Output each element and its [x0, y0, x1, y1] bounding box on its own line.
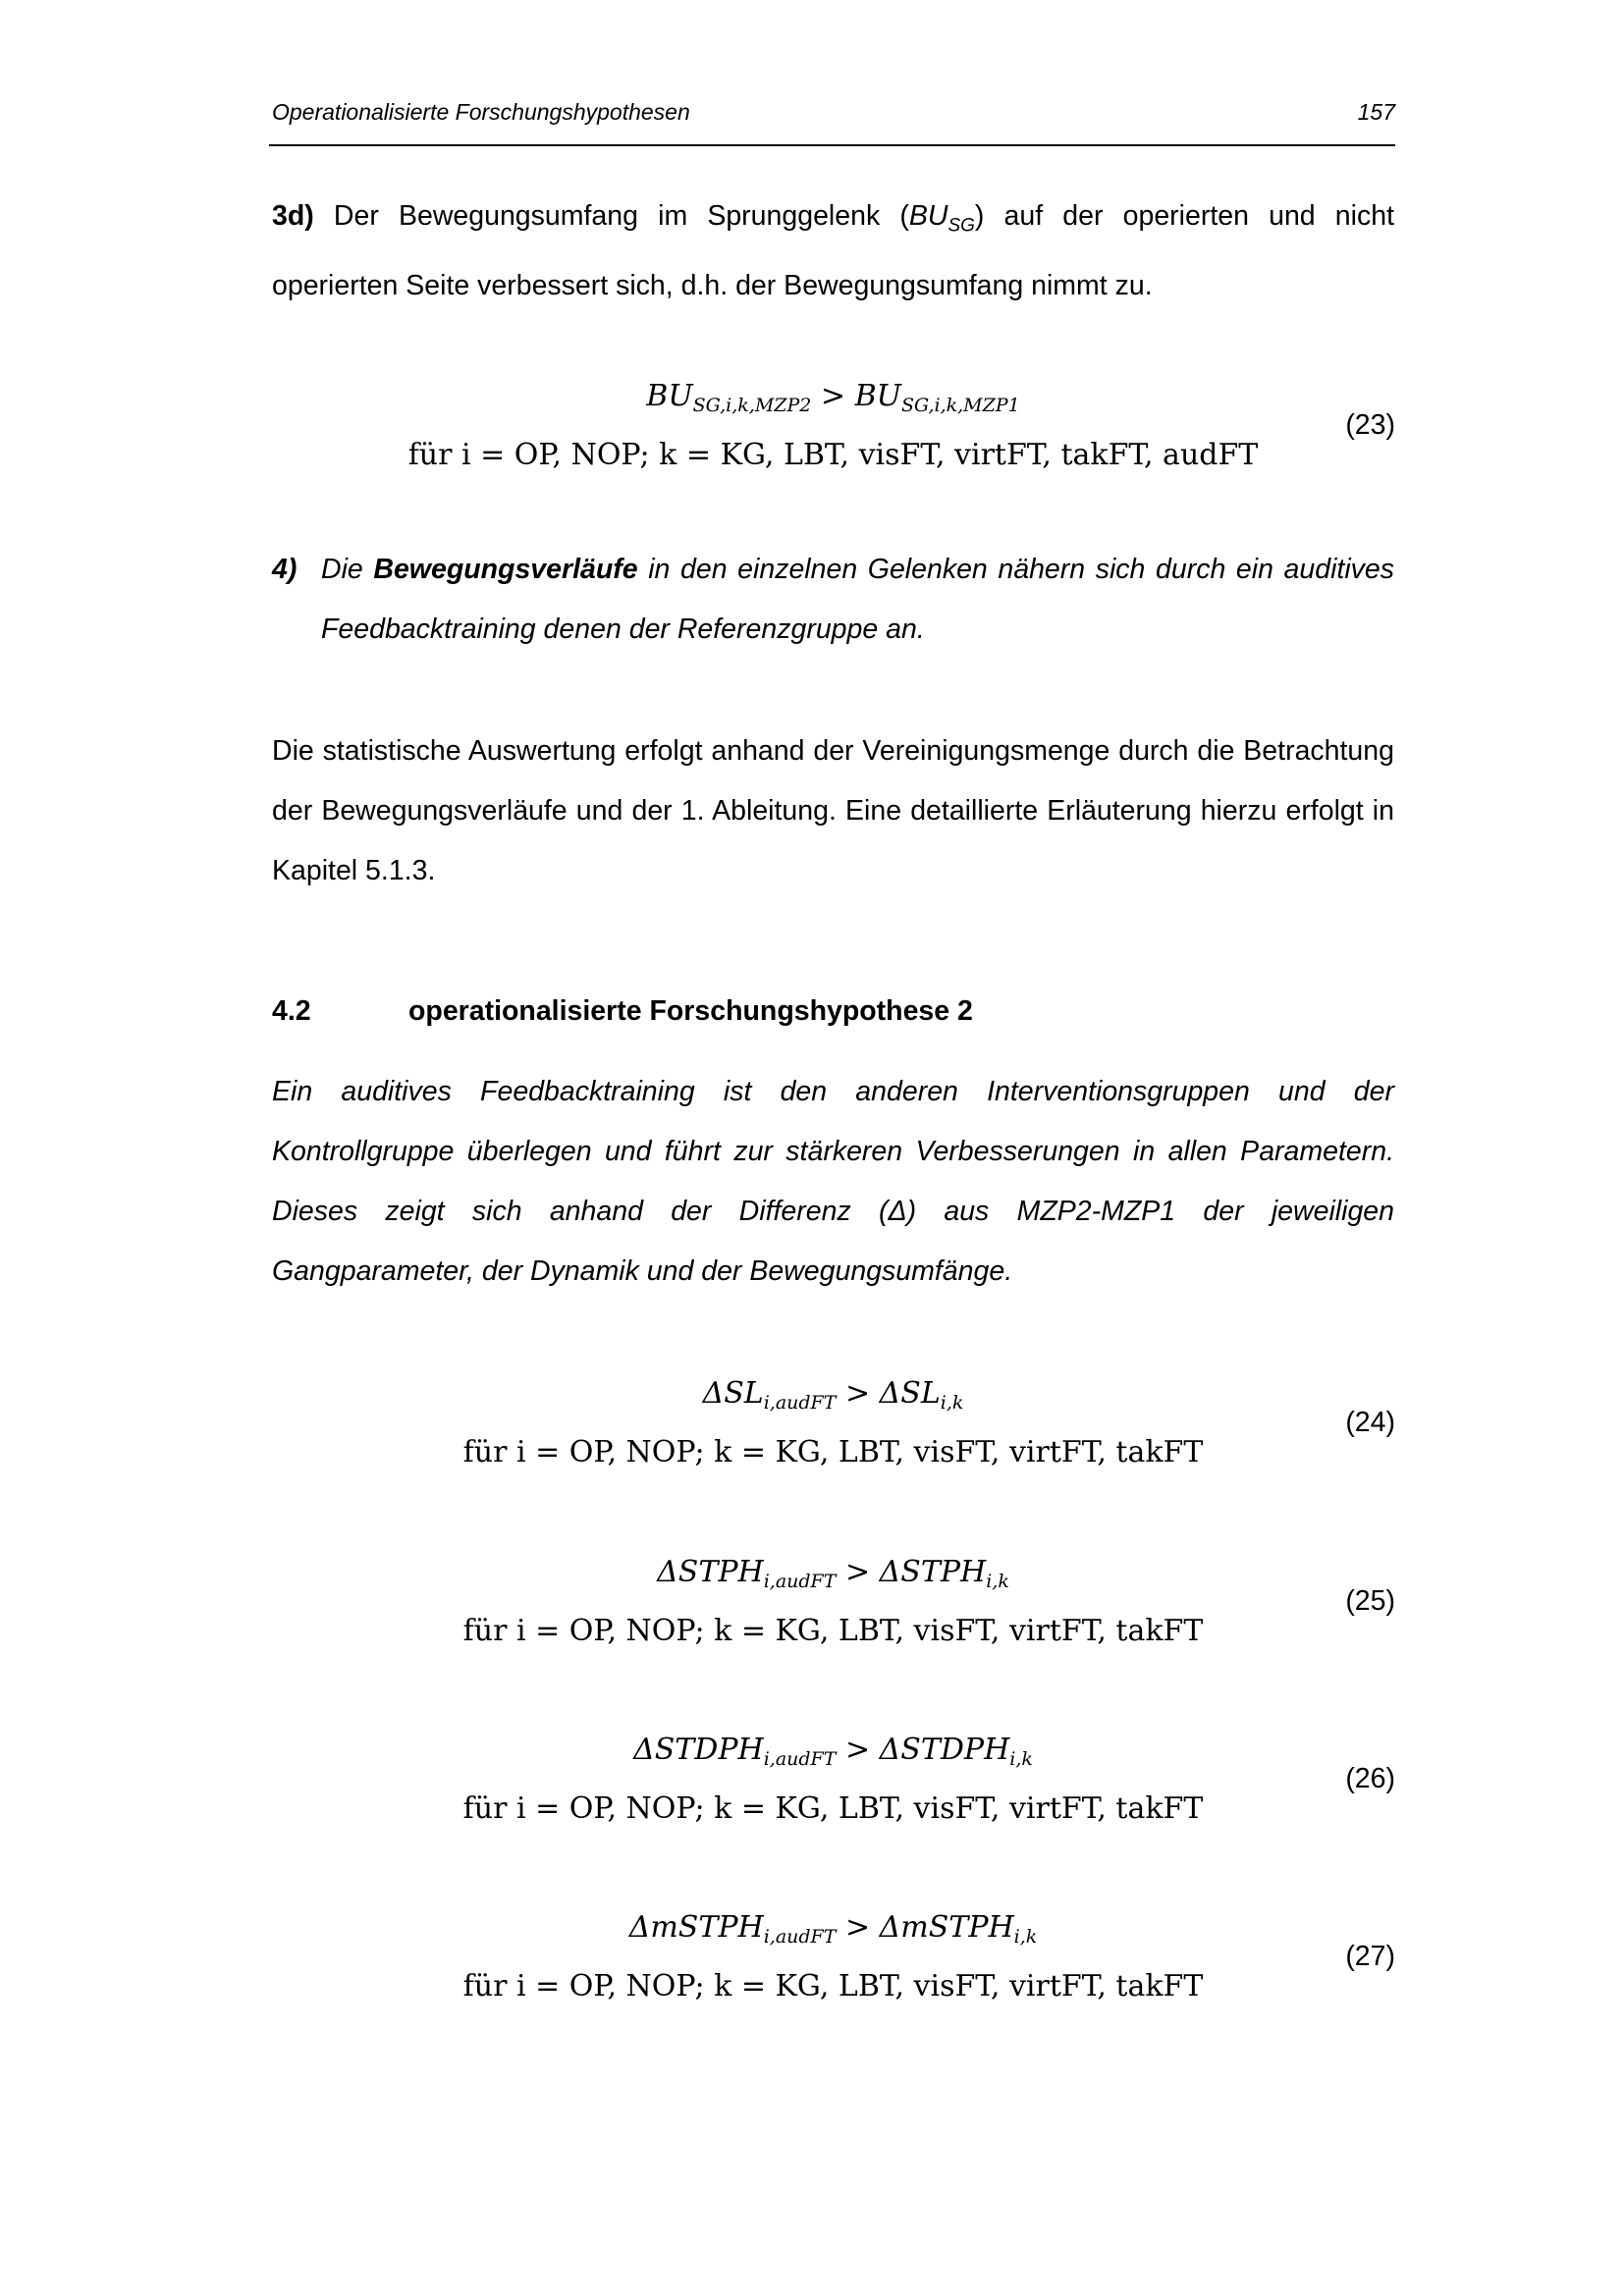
eq24-rhs-sub: i,k [940, 1392, 964, 1414]
eq23-operator: > [811, 379, 855, 413]
equation-26-number: (26) [1345, 1763, 1395, 1794]
equation-25-condition: für i = OP, NOP; k = KG, LBT, visFT, virtFT, takFT [462, 1614, 1204, 1648]
equation-23-condition: für i = OP, NOP; k = KG, LBT, visFT, virtFT, takFT, audFT [407, 438, 1259, 472]
eq23-lhs-sub: SG,i,k,MZP2 [692, 395, 812, 416]
eq26-lhs-base: ΔSTDPH [633, 1733, 764, 1767]
eq23-lhs-base: BU [646, 379, 693, 413]
eq24-lhs-sub: i,audFT [763, 1392, 837, 1414]
equation-27-condition: für i = OP, NOP; k = KG, LBT, visFT, virtFT, takFT [462, 1969, 1204, 2003]
hypothesis-3d-bu: BU [908, 200, 948, 232]
equation-27-inequality [272, 1906, 1394, 1949]
eq27-lhs-sub: i,audFT [763, 1926, 837, 1948]
eq25-lhs-base: ΔSTPH [657, 1555, 764, 1589]
equation-27-number: (27) [1345, 1941, 1395, 1972]
equation-25-inequality [272, 1551, 1394, 1594]
eq24-lhs-base: ΔSL [702, 1376, 764, 1411]
eq25-lhs-sub: i,audFT [763, 1571, 837, 1592]
eq27-lhs-base: ΔmSTPH [628, 1910, 764, 1945]
hypothesis-2-paragraph: Ein auditives Feedbacktraining ist den anderen Interventionsgruppen und der Kontrollgruppe überlegen und führt zur stärkeren Verbesserungen in allen Parametern. Dieses zeigt sich anhand der Differenz (Δ) aus MZP2-MZP1 der jeweiligen Gangparameter, der Dynamik und der Bewegungsumfänge. [272, 1076, 1394, 1287]
eq26-rhs-sub: i,k [1009, 1748, 1033, 1770]
eq25-operator: > [836, 1555, 880, 1589]
section-number: 4.2 [272, 995, 311, 1027]
hypothesis-4-text-pre: Die [321, 554, 374, 585]
page-number: 157 [1357, 99, 1395, 125]
equation-24-condition: für i = OP, NOP; k = KG, LBT, visFT, virtFT, takFT [462, 1435, 1204, 1469]
hypothesis-3d-text-before: Der Bewegungsumfang im Sprunggelenk ( [313, 200, 909, 232]
hypothesis-4-text-post: in den einzelnen Gelenken nähern sich durch ein auditives Feedbacktraining denen der Referenzgruppe an. [321, 554, 1395, 645]
hypothesis-3d [272, 187, 1394, 316]
hypothesis-3d-text-after: ) auf der operierten und nicht operierten Seite verbessert sich, d.h. der Bewegungsumfang nimmt zu. [272, 200, 1394, 301]
eq24-operator: > [836, 1376, 880, 1411]
eq24-rhs-base: ΔSL [879, 1376, 941, 1411]
running-header-title: Operationalisierte Forschungshypothesen [272, 99, 690, 125]
equation-24-number: (24) [1345, 1407, 1395, 1438]
hypothesis-4-label: 4) [272, 554, 298, 585]
eq23-rhs-sub: SG,i,k,MZP1 [900, 395, 1020, 416]
hypothesis-4-bold: Bewegungsverläufe [373, 554, 638, 585]
eq27-rhs-sub: i,k [1013, 1926, 1038, 1948]
equation-24-inequality [272, 1372, 1394, 1415]
eq26-operator: > [836, 1733, 880, 1767]
hypothesis-4 [321, 540, 1394, 660]
eq26-lhs-sub: i,audFT [763, 1748, 837, 1770]
eq25-rhs-sub: i,k [986, 1571, 1009, 1592]
eq27-rhs-base: ΔmSTPH [879, 1910, 1014, 1945]
equation-23-number: (23) [1345, 409, 1395, 441]
equation-26-condition: für i = OP, NOP; k = KG, LBT, visFT, virtFT, takFT [462, 1791, 1204, 1826]
equation-25-number: (25) [1345, 1585, 1395, 1617]
eq27-operator: > [836, 1910, 880, 1945]
eq26-rhs-base: ΔSTDPH [879, 1733, 1010, 1767]
hypothesis-3d-label: 3d) [272, 200, 314, 232]
statistics-paragraph: Die statistische Auswertung erfolgt anhand der Vereinigungsmenge durch die Betrachtung der Bewegungsverläufe und der 1. Ableitung. Eine detaillierte Erläuterung hierzu erfolgt in Kapitel 5.1.3. [272, 735, 1394, 886]
header-rule [269, 144, 1395, 146]
equation-26-inequality [272, 1729, 1394, 1772]
section-title: operationalisierte Forschungshypothese 2 [408, 995, 973, 1027]
eq23-rhs-base: BU [854, 379, 901, 413]
equation-23-inequality [272, 375, 1394, 418]
eq25-rhs-base: ΔSTPH [879, 1555, 987, 1589]
hypothesis-3d-bu-sub: SG [947, 215, 975, 237]
